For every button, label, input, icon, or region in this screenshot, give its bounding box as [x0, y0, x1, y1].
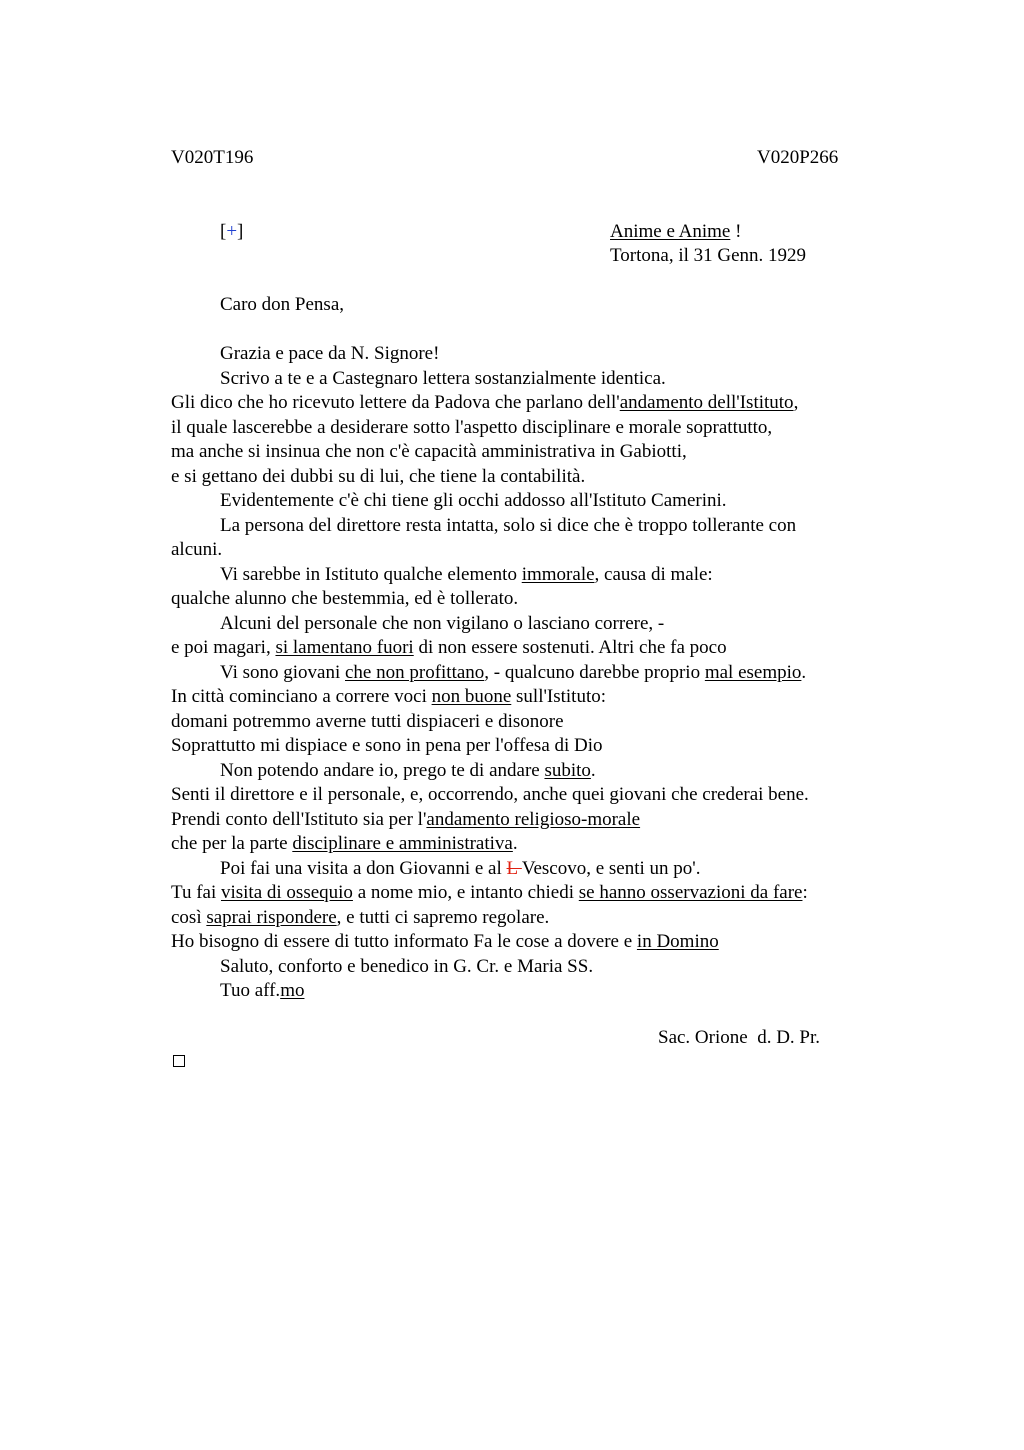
letter-line: Tuo aff.mo — [220, 980, 305, 1001]
letter-body — [171, 342, 891, 1004]
signature: Sac. Orione d. D. Pr. — [658, 1027, 821, 1048]
letter-line: Grazia e pace da N. Signore! — [220, 343, 440, 364]
letter-line: che per la parte disciplinare e amministrativa. — [171, 833, 518, 854]
letter-line: Non potendo andare io, prego te di andare subito. — [220, 759, 596, 781]
cross-mark — [220, 220, 243, 244]
letter-line: Soprattutto mi dispiace e sono in pena per l'offesa di Dio — [171, 735, 603, 756]
letter-line: Ho bisogno di essere di tutto informato Fa le cose a dovere e in Domino — [171, 931, 719, 952]
letter-line: e si gettano dei dubbi su di lui, che tiene la contabilità. — [171, 465, 586, 487]
letter-line: Evidentemente c'è chi tiene gli occhi addosso all'Istituto Camerini. — [220, 490, 727, 511]
letter-line: ma anche si insinua che non c'è capacità amministrativa in Gabiotti, — [171, 441, 687, 462]
letter-line: alcuni. — [171, 539, 223, 560]
dateline: Tortona, il 31 Genn. 1929 — [610, 245, 807, 266]
letter-line: Saluto, conforto e benedico in G. Cr. e Maria SS. — [220, 955, 594, 977]
letter-line: Vi sono giovani che non profittano, - qualcuno darebbe proprio mal esempio. — [220, 661, 807, 683]
letter-line: il quale lascerebbe a desiderare sotto l'aspetto disciplinare e morale soprattutto, — [171, 416, 773, 438]
letter-line: Scrivo a te e a Castegnaro lettera sostanzialmente identica. — [220, 367, 666, 389]
letter-line: domani potremmo averne tutti dispiaceri e disonore — [171, 710, 564, 732]
cross-open-bracket: [ — [220, 221, 227, 242]
header-left-code: V020T196 — [171, 147, 254, 168]
cross-close-bracket: ] — [237, 221, 244, 242]
letter-line: e poi magari, si lamentano fuori di non essere sostenuti. Altri che fa poco — [171, 637, 727, 658]
letter-line: Gli dico che ho ricevuto lettere da Padova che parlano dell'andamento dell'Istituto, — [171, 392, 799, 413]
letter-line: Vi sarebbe in Istituto qualche elemento immorale, causa di male: — [220, 563, 713, 585]
motto-punct: ! — [730, 221, 742, 242]
letter-line: La persona del direttore resta intatta, solo si dice che è troppo tollerante con — [220, 514, 797, 536]
deletion-mark: L — [506, 857, 522, 879]
letter-line: qualche alunno che bestemmia, ed è tollerato. — [171, 588, 519, 609]
letter-line: Tu fai visita di ossequio a nome mio, e intanto chiedi se hanno osservazioni da fare: — [171, 882, 808, 903]
letter-line: In città cominciano a correre voci non buone sull'Istituto: — [171, 686, 607, 707]
letter-line: Poi fai una visita a don Giovanni e al L Vescovo, e senti un po'. — [220, 857, 701, 879]
salutation: Caro don Pensa, — [220, 294, 345, 315]
letter-line: Alcuni del personale che non vigilano o lasciano correre, - — [220, 612, 665, 634]
letter-line: così saprai rispondere, e tutti ci sapremo regolare. — [171, 906, 550, 928]
header-right-code: V020P266 — [757, 147, 839, 168]
letter-line: Prendi conto dell'Istituto sia per l'andamento religioso-morale — [171, 808, 641, 830]
motto-text: Anime e Anime — [610, 221, 731, 242]
end-box-icon — [173, 1055, 185, 1067]
letter-line: Senti il direttore e il personale, e, occorrendo, anche quei giovani che crederai bene. — [171, 784, 809, 805]
cross-icon: + — [226, 221, 238, 242]
motto — [610, 220, 741, 244]
